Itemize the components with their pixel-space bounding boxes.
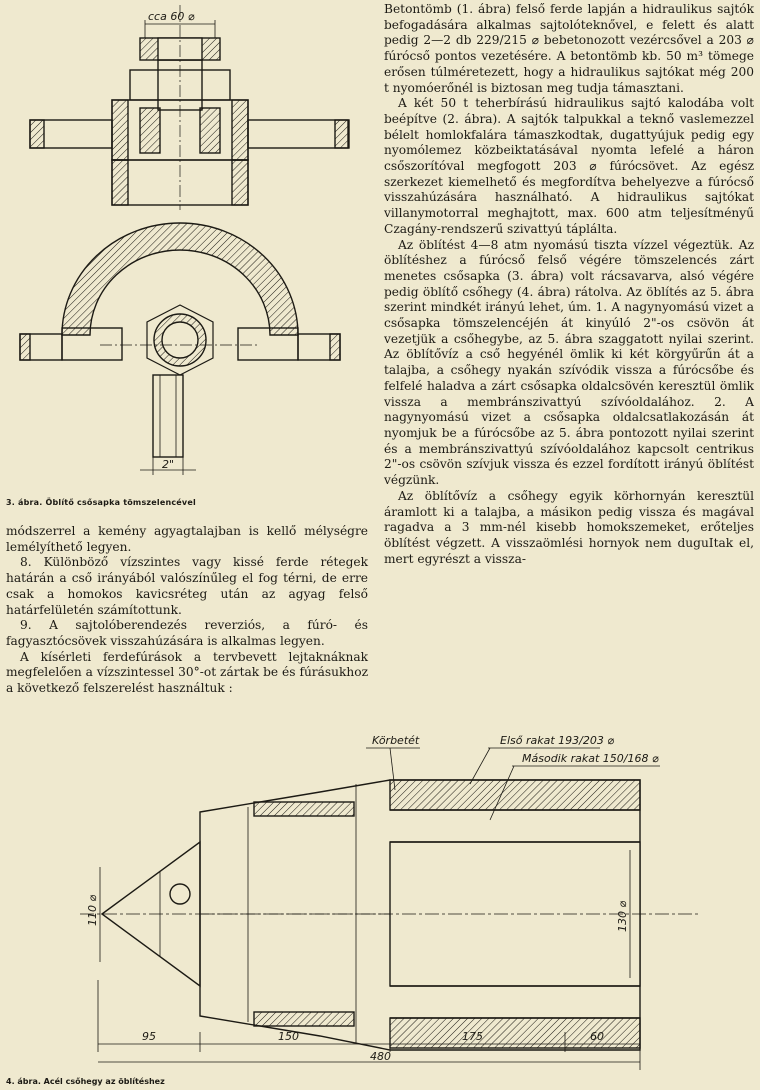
fig3-dim-bottom: 2" [162,458,175,471]
paragraph: Az öblítést 4—8 atm nyomású tiszta vízzel végeztük. Az öblítéshez a fúrócső felső végére tömszelencés zárt menetes csősapka (3. ábra) volt rácsavarva, alsó végére pedig öblítő csőhegy (4. ábra) rátolva. Az öblítés az 5. ábra szerint mindkét irányú lehet, úm. 1. A nagynyomású vizet a csősapka tömszelencéjén át kinyúló 2"-os csövön át vezetjük a csőhegybe, az 5. ábra szaggatott nyilai szerint. Az öblítővíz a cső hegyénél ömlik ki két körgyűrűn át a talajba, a csőhegy nyakán szívódik vissza a fúrócsőbe és felfelé haladva a zárt csősapka oldalcsövén keresztül ömlik vissza a membránszivattyú szívóoldalához. 2. A nagynyomású vizet a csősapka oldalcsatlakozásán át nyomjuk be a fúrócsőbe az 5. ábra pontozott nyilai szerint és a membránszivattyú szívóoldalához kapcsolt centrikus 2"-os csövön szívjuk vissza és ezzel fordított irányú öblítést végzünk. [384,237,754,488]
paragraph: A kísérleti ferdefúrások a tervbevett lejtaknáknak megfelelően a vízszintessel 30°-ot zártak be és fúrásukhoz a következő felszerelést használtuk : [6,649,368,696]
paragraph: 9. A sajtolóberendezés reverziós, a fúró- és fagyasztócsövek visszahúzására is alkalmas legyen. [6,618,368,648]
paragraph: Betontömb (1. ábra) felső ferde lapján a hidraulikus sajtók befogadására alkalmas sajtolóteknővel, e felett és alatt pedig 2—2 db 229/215 ⌀ bebetonozott vezércsővel a 203 ⌀ fúrócső pontos vezetésére. A betontömb kb. 50 m³ tömege erősen túlméretezett, hogy a hidraulikus sajtókat még 200 t nyomóerőnél is biztosan meg tudja támasztani. [384,2,754,95]
paragraph: Az öblítővíz a csőhegy egyik körhornyán keresztül áramlott ki a talajba, a másikon pedig vissza és magával ragadva a 3 mm-nél kisebb homokszemeket, erőteljes öblítést végzett. A visszaömlési hornyok nem duguItak el, mert egyrészt a vissza- [384,488,754,566]
fig4-label-masodik-rakat: Második rakat 150/168 ⌀ [522,752,659,765]
fig4-dim-95: 95 [142,1030,156,1043]
paragraph: módszerrel a kemény agyagtalajban is kellő mélységre lemélyíthető legyen. [6,524,368,554]
fig4-label-elso-rakat: Első rakat 193/203 ⌀ [500,734,614,747]
fig4-dim-480: 480 [370,1050,391,1063]
right-column [384,2,754,567]
fig4-dim-150: 150 [278,1030,299,1043]
fig3-dim-top: cca 60 ⌀ [148,10,195,23]
fig4-label-korbetet: Körbetét [372,734,420,747]
left-column [6,524,368,697]
figure-3-caption: 3. ábra. Öblítő csősapka tömszelencével [6,498,196,507]
figure-4-drawing [0,722,760,1074]
fig4-dim-110: 110 ⌀ [86,894,99,926]
fig4-dim-60: 60 [590,1030,604,1043]
fig4-dim-130: 130 ⌀ [616,900,629,932]
figure-4-caption: 4. ábra. Acél csőhegy az öblítéshez [6,1077,165,1086]
paragraph: A két 50 t teherbírású hidraulikus sajtó kalodába volt beépítve (2. ábra). A sajtók talpukkal a teknő vaslemezzel bélelt homlokfalára támaszkodtak, dugattyújuk pedig egy nyomólemez közbeiktatásával nyomta lefelé a háron csőszorítóval megfogott 203 ⌀ fúrócsövet. Az egész szerkezet kiemelhető és megfordítva behelyezve a fúrócső visszahúzására használható. A hidraulikus sajtókat villanymotorral meghajtott, max. 600 atm teljesítményű Czagány-rendszerű szivattyú táplálta. [384,96,754,236]
figure-3-drawing [0,0,380,500]
paragraph: 8. Különböző vízszintes vagy kissé ferde rétegek határán a cső irányából valószínűleg el fog térni, de erre csak a homokos kavicsréteg után az agyag felső határfelületén számítottunk. [6,555,368,617]
fig4-dim-175: 175 [462,1030,483,1043]
